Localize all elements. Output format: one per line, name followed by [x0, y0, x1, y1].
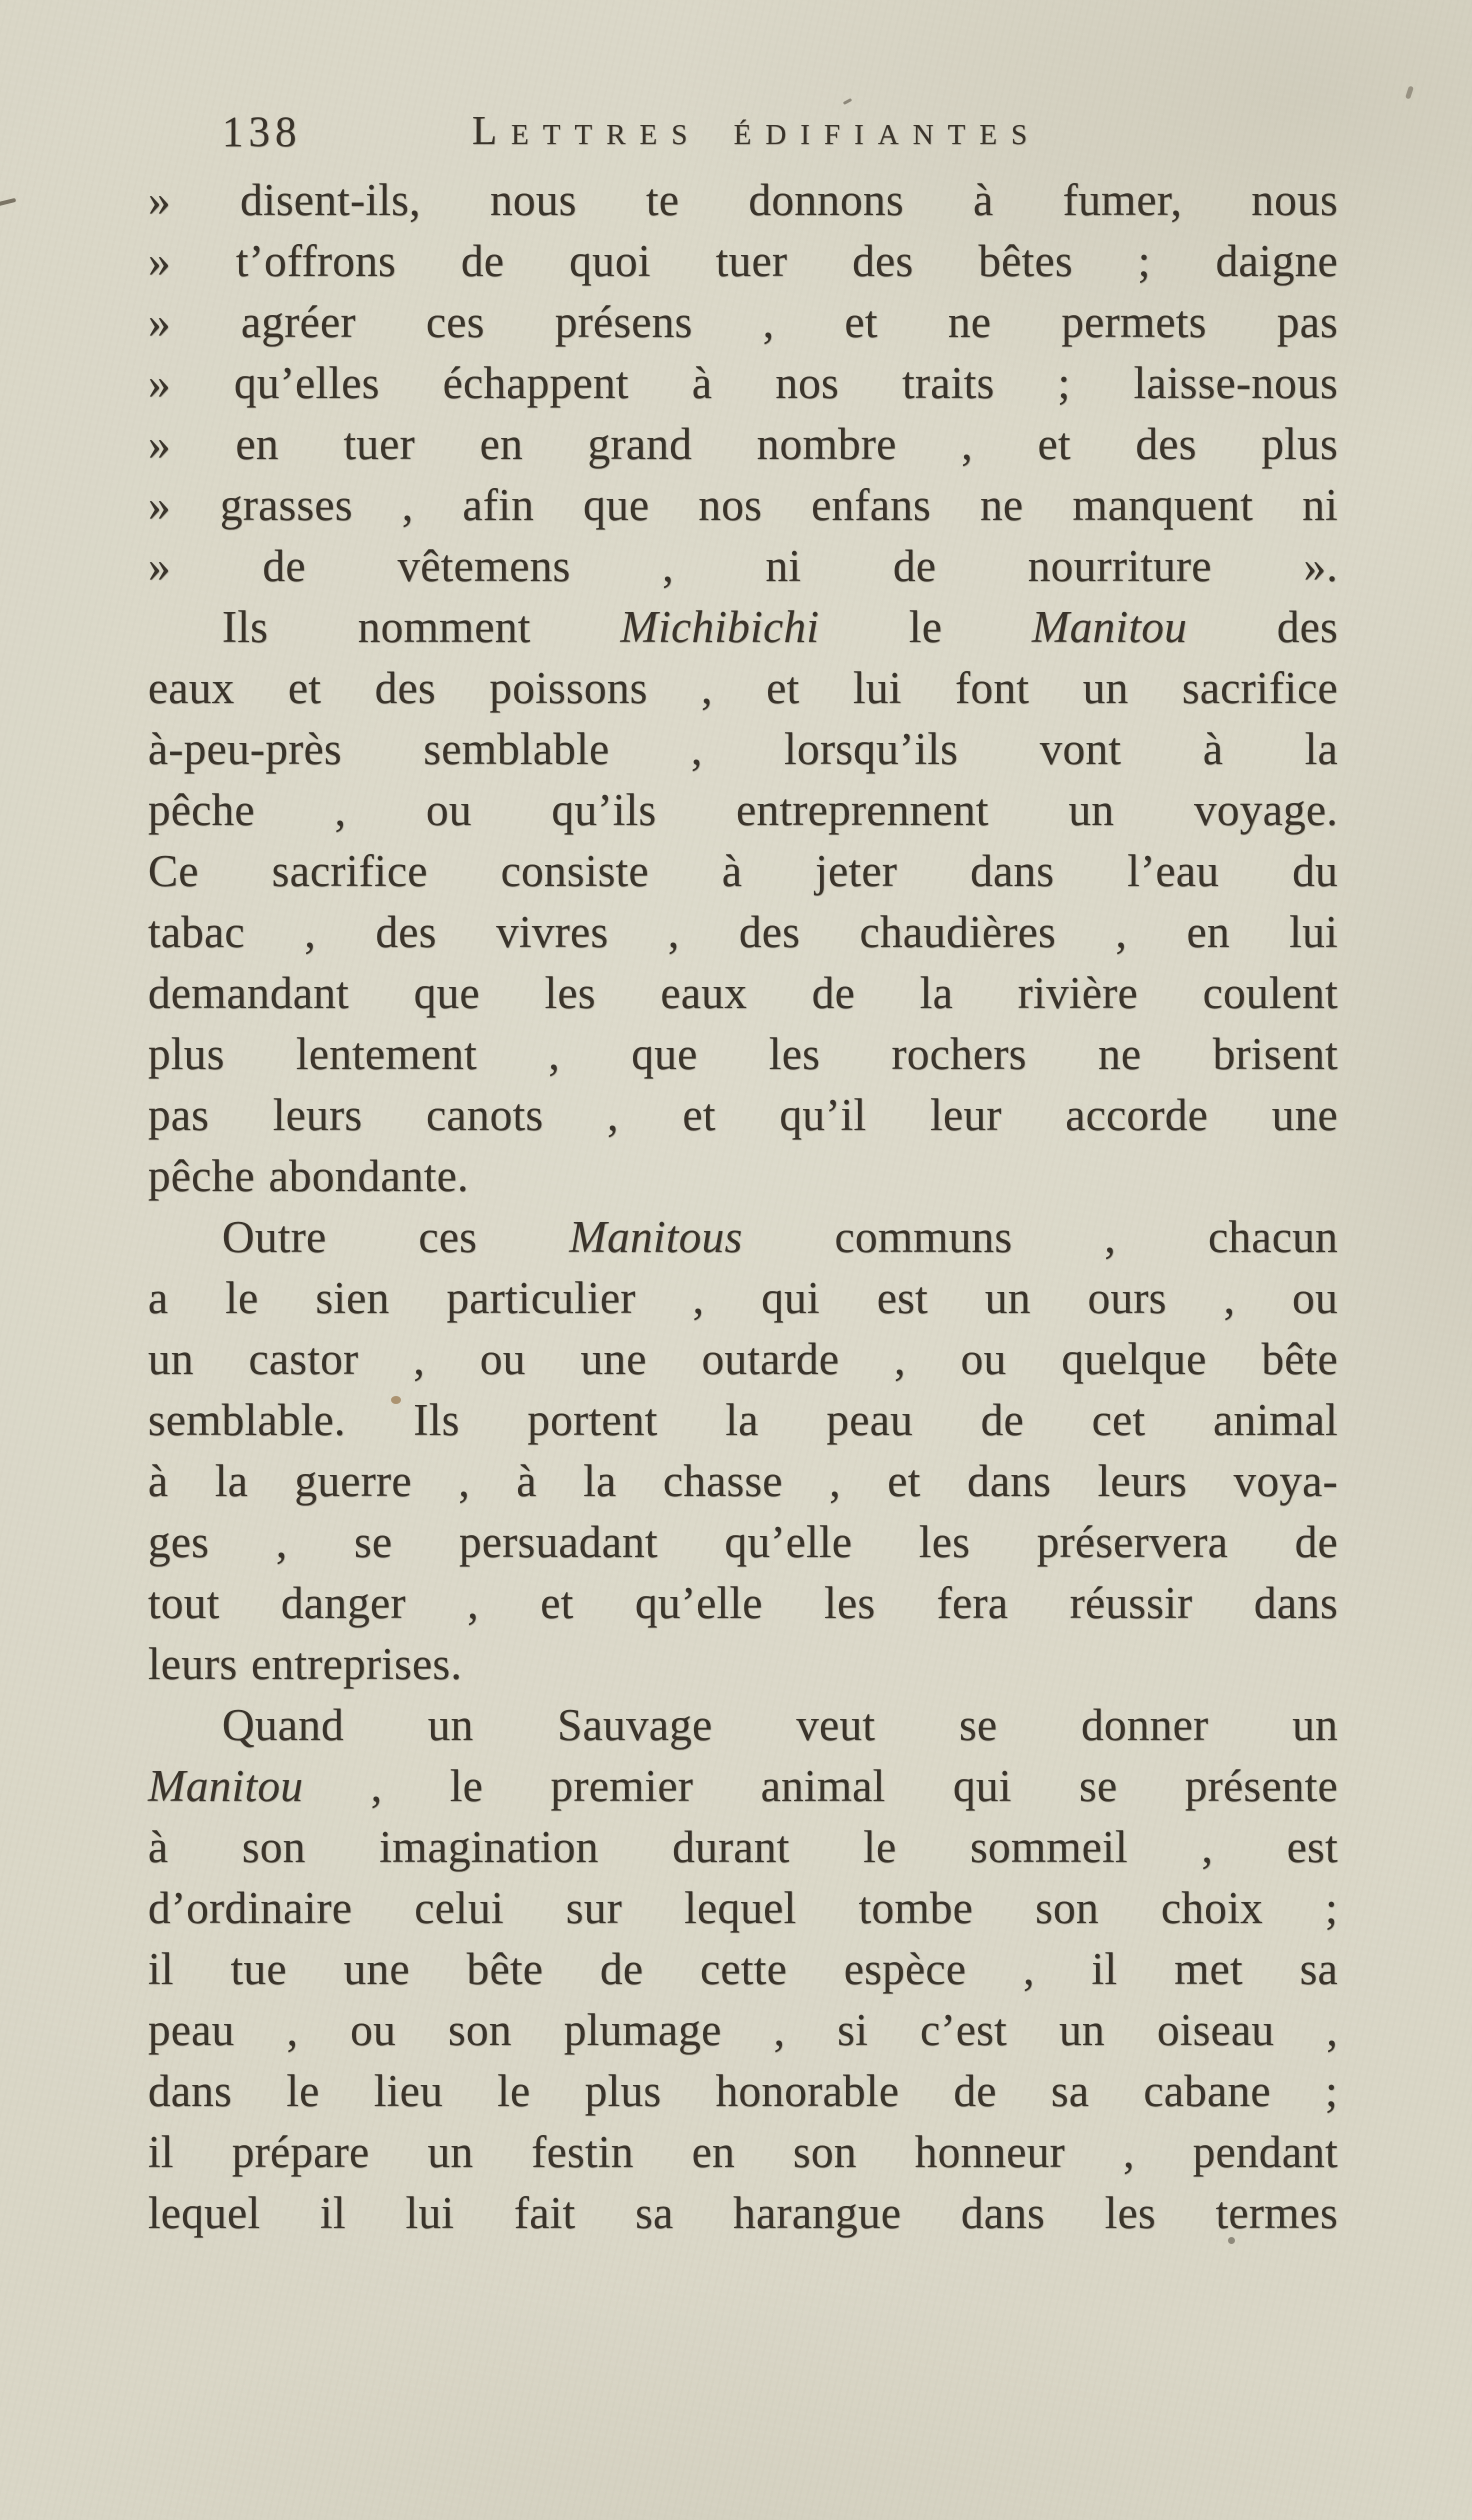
text-line [148, 1512, 1338, 1573]
choix-du-manitou-paragraph [148, 1695, 1338, 2244]
paper-speck [0, 198, 16, 206]
printed-text-block [148, 106, 1338, 2244]
text-segment: communs , chacun [742, 1212, 1338, 1262]
text-line [148, 1146, 1338, 1207]
text-segment: il tue une bête de cette espèce , il met sa [148, 1944, 1338, 1994]
text-line [148, 1695, 1338, 1756]
text-segment: plus lentement , que les rochers ne brisent [148, 1029, 1338, 1079]
text-line [148, 1817, 1338, 1878]
text-segment: Outre ces [222, 1212, 570, 1262]
text-line [148, 1878, 1338, 1939]
text-line [148, 597, 1338, 658]
invocation-quote-paragraph [148, 170, 1338, 597]
text-line [148, 963, 1338, 1024]
text-line [148, 1939, 1338, 2000]
text-segment: Ils nomment [222, 602, 621, 652]
text-segment: demandant que les eaux de la rivière coulent [148, 968, 1338, 1018]
text-segment: » t’offrons de quoi tuer des bêtes ; daigne [148, 236, 1338, 286]
text-line [148, 170, 1338, 231]
text-line [148, 292, 1338, 353]
text-segment: a le sien particulier , qui est un ours , ou [148, 1273, 1338, 1323]
italic-term: Manitou [148, 1761, 304, 1811]
text-line [148, 2061, 1338, 2122]
text-segment: peau , ou son plumage , si c’est un oiseau , [148, 2005, 1338, 2055]
text-segment: semblable. Ils portent la peau de cet animal [148, 1395, 1338, 1445]
text-segment: » de vêtemens , ni de nourriture ». [148, 541, 1338, 591]
text-line [148, 1451, 1338, 1512]
body-text [148, 170, 1338, 2244]
text-segment: à son imagination durant le sommeil , est [148, 1822, 1338, 1872]
text-segment: » en tuer en grand nombre , et des plus [148, 419, 1338, 469]
text-segment: dans le lieu le plus honorable de sa cabane ; [148, 2066, 1338, 2116]
text-segment: Quand un Sauvage veut se donner un [222, 1700, 1338, 1750]
text-segment: , le premier animal qui se présente [303, 1761, 1338, 1811]
text-line [148, 353, 1338, 414]
text-segment: pas leurs canots , et qu’il leur accorde une [148, 1090, 1338, 1140]
text-line [148, 231, 1338, 292]
paper-speck [843, 98, 852, 105]
text-segment: lequel il lui fait sa harangue dans les termes [148, 2188, 1338, 2238]
paper-speck [1405, 86, 1414, 100]
text-line [148, 1634, 1338, 1695]
text-line [148, 1268, 1338, 1329]
text-line [148, 1756, 1338, 1817]
text-segment: eaux et des poissons , et lui font un sacrifice [148, 663, 1338, 713]
text-line [148, 2122, 1338, 2183]
text-line [148, 1024, 1338, 1085]
text-line [148, 902, 1338, 963]
text-segment: pêche , ou qu’ils entreprennent un voyage. [148, 785, 1338, 835]
text-line [148, 1329, 1338, 1390]
text-segment: pêche abondante. [148, 1151, 469, 1201]
text-segment: leurs entreprises. [148, 1639, 463, 1689]
text-line [148, 536, 1338, 597]
running-title: Lettres édifiantes [472, 107, 1042, 153]
text-line [148, 2000, 1338, 2061]
text-segment: tabac , des vivres , des chaudières , en lui [148, 907, 1338, 957]
text-segment: des [1187, 602, 1339, 652]
text-line [148, 1390, 1338, 1451]
text-segment: » agréer ces présens , et ne permets pas [148, 297, 1338, 347]
text-line [148, 1573, 1338, 1634]
page-number: 138 [222, 109, 302, 156]
text-segment: ges , se persuadant qu’elle les préservera de [148, 1517, 1338, 1567]
text-line [148, 475, 1338, 536]
text-line [148, 1207, 1338, 1268]
text-segment: tout danger , et qu’elle les fera réussir dans [148, 1578, 1338, 1628]
text-line [148, 719, 1338, 780]
text-line [148, 780, 1338, 841]
page-header [148, 106, 1338, 170]
text-segment: à la guerre , à la chasse , et dans leurs voya- [148, 1456, 1338, 1506]
michibichi-paragraph [148, 597, 1338, 1207]
text-segment: » grasses , afin que nos enfans ne manquent ni [148, 480, 1338, 530]
text-segment: » qu’elles échappent à nos traits ; laisse-nous [148, 358, 1338, 408]
text-segment: d’ordinaire celui sur lequel tombe son choix ; [148, 1883, 1338, 1933]
text-segment: » disent-ils, nous te donnons à fumer, nous [148, 175, 1338, 225]
text-segment: un castor , ou une outarde , ou quelque bête [148, 1334, 1338, 1384]
text-segment: Ce sacrifice consiste à jeter dans l’eau du [148, 846, 1338, 896]
text-segment: le [819, 602, 1032, 652]
text-segment: il prépare un festin en son honneur , pendant [148, 2127, 1338, 2177]
text-segment: à-peu-près semblable , lorsqu’ils vont à la [148, 724, 1338, 774]
text-line [148, 414, 1338, 475]
text-line [148, 2183, 1338, 2244]
text-line [148, 1085, 1338, 1146]
manitous-particuliers-paragraph [148, 1207, 1338, 1695]
text-line [148, 658, 1338, 719]
italic-term: Michibichi [620, 602, 820, 652]
text-line [148, 841, 1338, 902]
italic-term: Manitou [1031, 602, 1188, 652]
italic-term: Manitous [569, 1212, 743, 1262]
